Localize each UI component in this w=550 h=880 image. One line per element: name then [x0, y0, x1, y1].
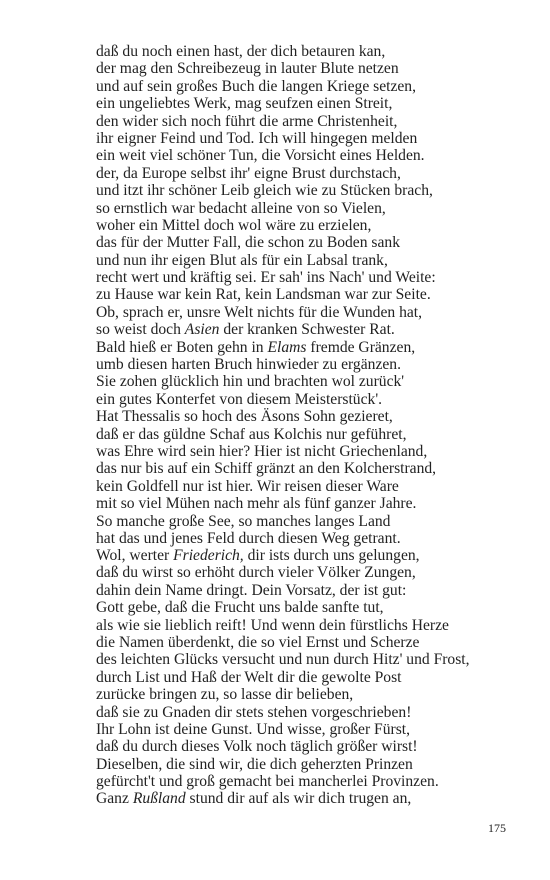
poem-line: hat das und jenes Feld durch diesen Weg getrant.	[96, 529, 401, 547]
poem-line: Hat Thessalis so hoch des Äsons Sohn gezieret,	[96, 408, 393, 426]
poem-line: kein Goldfell nur ist hier. Wir reisen dieser Ware	[96, 477, 399, 495]
poem-line: recht wert und kräftig sei. Er sah' ins Nach' und Weite:	[96, 269, 436, 287]
poem-line: so ernstlich war bedacht alleine von so Vielen,	[96, 199, 386, 217]
poem-line: umb diesen harten Bruch hinwieder zu ergänzen.	[96, 356, 401, 374]
poem-line: das für der Mutter Fall, die schon zu Boden sank	[96, 234, 401, 252]
poem-line: Ihr Lohn ist deine Gunst. Und wisse, großer Fürst,	[96, 720, 411, 738]
poem-line: und nun ihr eigen Blut als für ein Labsal trank,	[96, 251, 388, 269]
poem-line: ein ungeliebtes Werk, mag seufzen einen Streit,	[96, 95, 393, 113]
poem-line: woher ein Mittel doch wol wäre zu erzielen,	[96, 216, 372, 234]
poem-line: daß du durch dieses Volk noch täglich größer wirst!	[96, 738, 418, 756]
poem-line: dahin dein Name dringt. Dein Vorsatz, der ist gut:	[96, 581, 407, 599]
poem-line: als wie sie lieblich reift! Und wenn dein fürstlichs Herze	[96, 616, 449, 634]
poem-line: und itzt ihr schöner Leib gleich wie zu Stücken brach,	[96, 182, 433, 200]
poem-line: ein gutes Konterfet von diesem Meisterstück'.	[96, 390, 383, 408]
poem-line: und auf sein großes Buch die langen Kriege setzen,	[96, 77, 416, 95]
poem-line: So manche große See, so manches langes Land	[96, 512, 391, 530]
poem-line: daß du wirst so erhöht durch vieler Völker Zungen,	[96, 564, 416, 582]
poem-line: Ganz Rußland stund dir auf als wir dich trugen an,	[96, 790, 412, 808]
poem-line: daß sie zu Gnaden dir stets stehen vorgeschrieben!	[96, 703, 412, 721]
poem-line: Ob, sprach er, unsre Welt nichts für die Wunden hat,	[96, 303, 423, 321]
poem-line: die Namen überdenkt, die so viel Ernst und Scherze	[96, 633, 420, 651]
poem-line: der, da Europe selbst ihr' eigne Brust durchstach,	[96, 164, 401, 182]
poem-line: gefürcht't und groß gemacht bei mancherlei Provinzen.	[96, 773, 439, 791]
poem-line: Gott gebe, daß die Frucht uns balde sanfte tut,	[96, 599, 384, 617]
poem-line: so weist doch Asien der kranken Schwester Rat.	[96, 321, 395, 339]
poem-line: zurücke bringen zu, so lasse dir belieben,	[96, 686, 354, 704]
stanza-2	[96, 547, 470, 808]
poem-line: der mag den Schreibezeug in lauter Blute netzen	[96, 60, 399, 78]
poem-line: zu Hause war kein Rat, kein Landsman war zur Seite.	[96, 286, 431, 304]
poem-line: Dieselben, die sind wir, die dich geherzten Prinzen	[96, 755, 413, 773]
poem-line: Sie zohen glücklich hin und brachten wol zurück'	[96, 373, 405, 391]
poem-line: des leichten Glücks versucht und nun durch Hitz' und Frost,	[96, 651, 470, 669]
poem-line: das nur bis auf ein Schiff gränzt an den Kolcherstrand,	[96, 460, 437, 478]
poem-line: Bald hieß er Boten gehn in Elams fremde Gränzen,	[96, 338, 416, 356]
poem-line: durch List und Haß der Welt dir die gewolte Post	[96, 668, 402, 686]
stanza-1	[96, 43, 436, 547]
poem-line: ein weit viel schöner Tun, die Vorsicht eines Helden.	[96, 147, 425, 165]
poem-line: den wider sich noch führt die arme Christenheit,	[96, 112, 398, 130]
poem-line: was Ehre wird sein hier? Hier ist nicht Griechenland,	[96, 442, 428, 460]
poem-line: mit so viel Mühen nach mehr als fünf ganzer Jahre.	[96, 495, 417, 513]
poem-line: ihr eigner Feind und Tod. Ich will hingegen melden	[96, 129, 418, 147]
poem-line: daß er das güldne Schaf aus Kolchis nur geführet,	[96, 425, 407, 443]
poem-line: Wol, werter Friederich, dir ists durch uns gelungen,	[96, 547, 420, 564]
poem-line: daß du noch einen hast, der dich betauren kan,	[96, 43, 386, 60]
page-number: 175	[488, 821, 506, 835]
